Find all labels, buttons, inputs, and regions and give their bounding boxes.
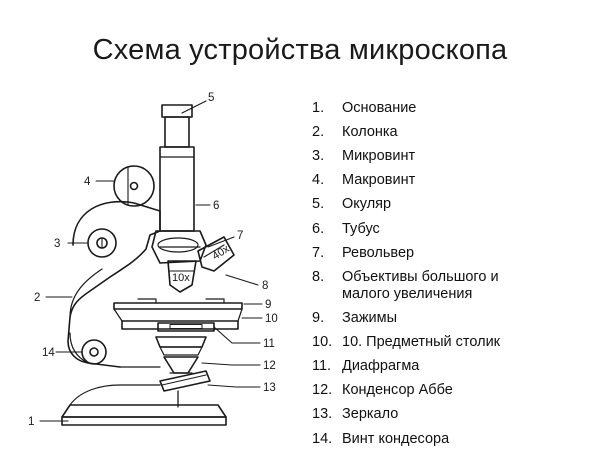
base-part xyxy=(62,385,226,425)
legend-label: Зеркало xyxy=(342,406,399,423)
diaphragm-part xyxy=(156,337,206,355)
callout-13: 13 xyxy=(263,382,276,394)
legend-number: 1. xyxy=(312,100,325,116)
list-item xyxy=(312,431,592,448)
stage-part xyxy=(114,303,242,331)
callout-lines xyxy=(40,101,262,421)
list-item xyxy=(312,358,592,375)
legend-label: Зажимы xyxy=(342,309,398,326)
legend-label-line1: Объективы большого и xyxy=(342,268,499,285)
list-item xyxy=(312,406,592,423)
legend-number: 3. xyxy=(312,148,325,165)
list-item xyxy=(312,269,592,303)
mirror-part xyxy=(160,371,210,407)
legend-label: Микровинт xyxy=(342,148,416,165)
legend-number: 14. xyxy=(312,430,333,447)
page-title: Схема устройства микроскопа xyxy=(92,34,508,66)
callout-3: 3 xyxy=(54,238,61,250)
list-item xyxy=(312,148,592,165)
callout-5: 5 xyxy=(208,92,215,104)
list-item xyxy=(312,100,592,117)
callout-11: 11 xyxy=(263,338,275,350)
legend-list xyxy=(312,100,592,455)
microscope-diagram xyxy=(10,85,310,440)
legend-number: 7. xyxy=(312,244,325,261)
callout-1: 1 xyxy=(28,416,35,428)
callout-8: 8 xyxy=(262,280,269,292)
legend-number: 4. xyxy=(312,172,325,189)
legend-label: Тубус xyxy=(342,220,380,237)
callout-14: 14 xyxy=(42,347,55,359)
column-part xyxy=(68,202,160,367)
legend-number: 2. xyxy=(312,124,325,141)
legend-number: 8. xyxy=(312,268,325,285)
legend-label: Револьвер xyxy=(342,244,415,261)
condenser-part xyxy=(164,357,198,373)
micro-screw-part xyxy=(88,229,116,257)
legend-label: Диафрагма xyxy=(342,358,420,375)
list-item xyxy=(312,172,592,189)
legend-label: Колонка xyxy=(342,124,398,141)
callout-12: 12 xyxy=(263,360,276,372)
list-item xyxy=(312,310,592,327)
objective-40x-label: 40x xyxy=(210,242,232,263)
legend-label: 10. Предметный столик xyxy=(342,334,501,351)
callout-9: 9 xyxy=(265,299,272,311)
legend-label xyxy=(342,269,592,303)
legend-number: 11. xyxy=(312,358,332,375)
legend-number: 9. xyxy=(312,309,325,326)
legend-number: 5. xyxy=(312,196,325,213)
legend-label: Конденсор Аббе xyxy=(342,382,453,399)
list-item xyxy=(312,196,592,213)
legend-label-line2: малого увеличения xyxy=(342,285,473,302)
callout-10: 10 xyxy=(265,313,278,325)
macro-screw-part xyxy=(114,166,154,206)
legend-label: Винт кондесора xyxy=(342,430,450,447)
legend-number: 13. xyxy=(312,406,333,423)
callout-4: 4 xyxy=(84,176,91,188)
list-item xyxy=(312,221,592,238)
legend-label: Макровинт xyxy=(342,172,416,189)
list-item xyxy=(312,382,592,399)
callout-2: 2 xyxy=(34,292,41,304)
microscope-svg xyxy=(10,85,310,440)
legend-number: 6. xyxy=(312,220,325,237)
callout-6: 6 xyxy=(213,200,220,212)
eyepiece-part xyxy=(162,105,192,147)
list-item xyxy=(312,245,592,262)
condenser-screw-part xyxy=(82,340,106,364)
legend-number: 10. xyxy=(312,334,333,351)
callout-7: 7 xyxy=(237,230,244,242)
list-item xyxy=(312,124,592,141)
legend-label: Окуляр xyxy=(342,196,392,213)
objective-10x-label: 10x xyxy=(172,272,190,284)
legend-number: 12. xyxy=(312,382,333,399)
list-item xyxy=(312,334,592,351)
revolver-part xyxy=(152,231,206,263)
legend-label: Основание xyxy=(342,100,417,116)
tube-part xyxy=(160,147,194,231)
